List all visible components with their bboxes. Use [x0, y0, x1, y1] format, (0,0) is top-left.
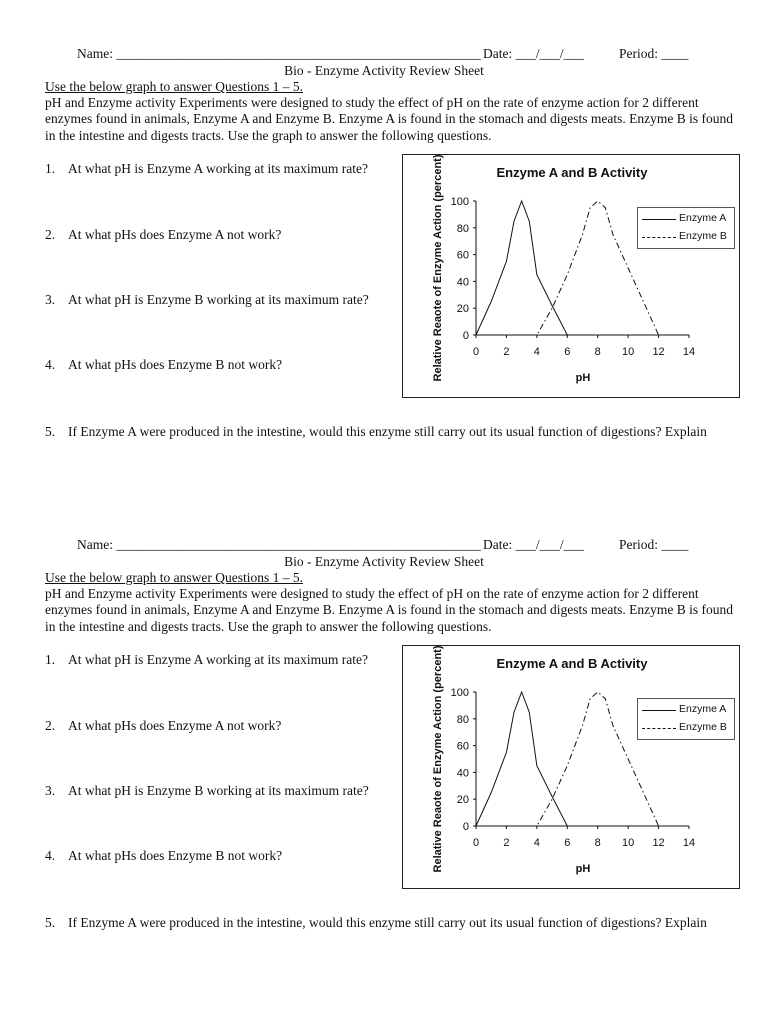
question-number: 2. — [45, 718, 56, 733]
question-text: At what pHs does Enzyme A not work? — [68, 718, 282, 733]
x-axis-label: pH — [575, 372, 591, 384]
question-1 — [45, 652, 368, 668]
y-tick-label: 20 — [456, 794, 469, 807]
question-text: At what pHs does Enzyme A not work? — [68, 227, 282, 242]
period-field[interactable]: Period: ____ — [619, 537, 689, 552]
y-axis-label — [413, 645, 444, 873]
legend-item-enzyme-a — [642, 211, 734, 227]
chart-title: Enzyme A and B Activity — [496, 165, 648, 180]
question-number: 3. — [45, 292, 56, 307]
question-5 — [45, 915, 707, 931]
y-tick-label: 0 — [462, 821, 469, 833]
sheet-title: Bio - Enzyme Activity Review Sheet — [284, 554, 484, 569]
question-text: If Enzyme A were produced in the intestine, would this enzyme still carry out its usual function of digestions? Explain — [68, 424, 707, 439]
x-tick-label: 6 — [564, 346, 571, 358]
worksheet-1 — [0, 0, 768, 490]
sheet-title: Bio - Enzyme Activity Review Sheet — [284, 63, 484, 78]
y-tick-label: 80 — [456, 713, 469, 726]
x-tick-label: 12 — [652, 346, 665, 358]
period-field[interactable]: Period: ____ — [619, 46, 689, 61]
question-number: 2. — [45, 227, 56, 242]
legend-item-enzyme-a — [642, 702, 734, 718]
legend-item-enzyme-b — [642, 229, 734, 245]
x-tick-label: 4 — [533, 346, 540, 358]
question-text: At what pH is Enzyme B working at its maximum rate? — [68, 783, 369, 798]
y-tick-label: 60 — [456, 740, 469, 753]
x-tick-label: 4 — [533, 837, 540, 849]
intro-paragraph: pH and Enzyme activity Experiments were designed to study the effect of pH on the rate of enzyme action for 2 different enzymes found in animals, Enzyme A and Enzyme B. Enzyme A is found in the stomach and digests meats. Enzyme B is found in the intestine and digests tracts. Use the graph to answer the following questions. — [45, 95, 733, 143]
question-3 — [45, 292, 369, 308]
x-tick-label: 8 — [594, 346, 601, 358]
question-number: 5. — [45, 915, 56, 930]
question-text: At what pHs does Enzyme B not work? — [68, 848, 283, 863]
y-tick-label: 60 — [456, 249, 469, 262]
y-tick-label: 80 — [456, 222, 469, 235]
name-field[interactable]: Name: ______________________________________________________ — [77, 46, 481, 61]
question-number: 5. — [45, 424, 56, 439]
x-tick-label: 8 — [594, 837, 601, 849]
question-number: 4. — [45, 357, 56, 372]
chart-legend — [637, 698, 735, 740]
y-axis-label — [413, 154, 444, 382]
name-field[interactable]: Name: ______________________________________________________ — [77, 537, 481, 552]
question-number: 1. — [45, 161, 56, 176]
instruction-text: Use the below graph to answer Questions 1 – 5. — [45, 79, 303, 94]
x-axis-label: pH — [575, 863, 591, 875]
legend-item-enzyme-b — [642, 720, 734, 736]
question-4 — [45, 357, 282, 373]
x-tick-label: 2 — [503, 346, 510, 358]
question-number: 3. — [45, 783, 56, 798]
question-text: At what pHs does Enzyme B not work? — [68, 357, 283, 372]
question-2 — [45, 718, 281, 734]
y-tick-label: 40 — [456, 767, 469, 780]
legend-swatch-solid — [642, 219, 676, 220]
question-5 — [45, 424, 707, 440]
x-tick-label: 14 — [682, 837, 696, 849]
x-tick-label: 2 — [503, 837, 510, 849]
x-tick-label: 0 — [472, 346, 480, 358]
x-tick-label: 0 — [472, 837, 480, 849]
date-field[interactable]: Date: ___/___/___ — [483, 537, 584, 552]
y-axis-label-text: Relative Reaote of Enzyme Action (percent) — [432, 645, 444, 873]
chart-title: Enzyme A and B Activity — [496, 656, 648, 671]
y-axis-label-text: Relative Reaote of Enzyme Action (percent) — [432, 154, 444, 382]
y-tick-label: 100 — [450, 687, 469, 699]
x-tick-label: 12 — [652, 837, 665, 849]
question-1 — [45, 161, 368, 177]
intro-paragraph: pH and Enzyme activity Experiments were designed to study the effect of pH on the rate of enzyme action for 2 different enzymes found in animals, Enzyme A and Enzyme B. Enzyme A is found in the stomach and digests meats. Enzyme B is found in the intestine and digests tracts. Use the graph to answer the following questions. — [45, 586, 733, 634]
x-tick-label: 6 — [564, 837, 571, 849]
legend-label: Enzyme B — [679, 721, 727, 733]
legend-label: Enzyme A — [679, 703, 727, 715]
chart-svg — [403, 155, 741, 399]
legend-label: Enzyme A — [679, 212, 727, 224]
enzyme-activity-chart — [402, 154, 740, 398]
legend-swatch-dashed — [642, 237, 676, 238]
legend-label: Enzyme B — [679, 230, 727, 242]
chart-legend — [637, 207, 735, 249]
date-field[interactable]: Date: ___/___/___ — [483, 46, 584, 61]
question-text: At what pH is Enzyme A working at its maximum rate? — [68, 652, 368, 667]
chart-svg — [403, 646, 741, 890]
question-number: 4. — [45, 848, 56, 863]
legend-swatch-dashed — [642, 728, 676, 729]
question-text: At what pH is Enzyme A working at its maximum rate? — [68, 161, 368, 176]
y-tick-label: 40 — [456, 276, 469, 289]
question-number: 1. — [45, 652, 56, 667]
worksheet-2 — [0, 491, 768, 981]
question-3 — [45, 783, 369, 799]
y-tick-label: 100 — [450, 196, 469, 208]
question-4 — [45, 848, 282, 864]
question-2 — [45, 227, 281, 243]
question-text: If Enzyme A were produced in the intestine, would this enzyme still carry out its usual function of digestions? Explain — [68, 915, 707, 930]
x-tick-label: 10 — [622, 346, 635, 358]
enzyme-activity-chart — [402, 645, 740, 889]
question-text: At what pH is Enzyme B working at its maximum rate? — [68, 292, 369, 307]
legend-swatch-solid — [642, 710, 676, 711]
y-tick-label: 0 — [462, 330, 469, 342]
y-tick-label: 20 — [456, 303, 469, 316]
x-tick-label: 10 — [622, 837, 635, 849]
x-tick-label: 14 — [682, 346, 696, 358]
instruction-text: Use the below graph to answer Questions 1 – 5. — [45, 570, 303, 585]
